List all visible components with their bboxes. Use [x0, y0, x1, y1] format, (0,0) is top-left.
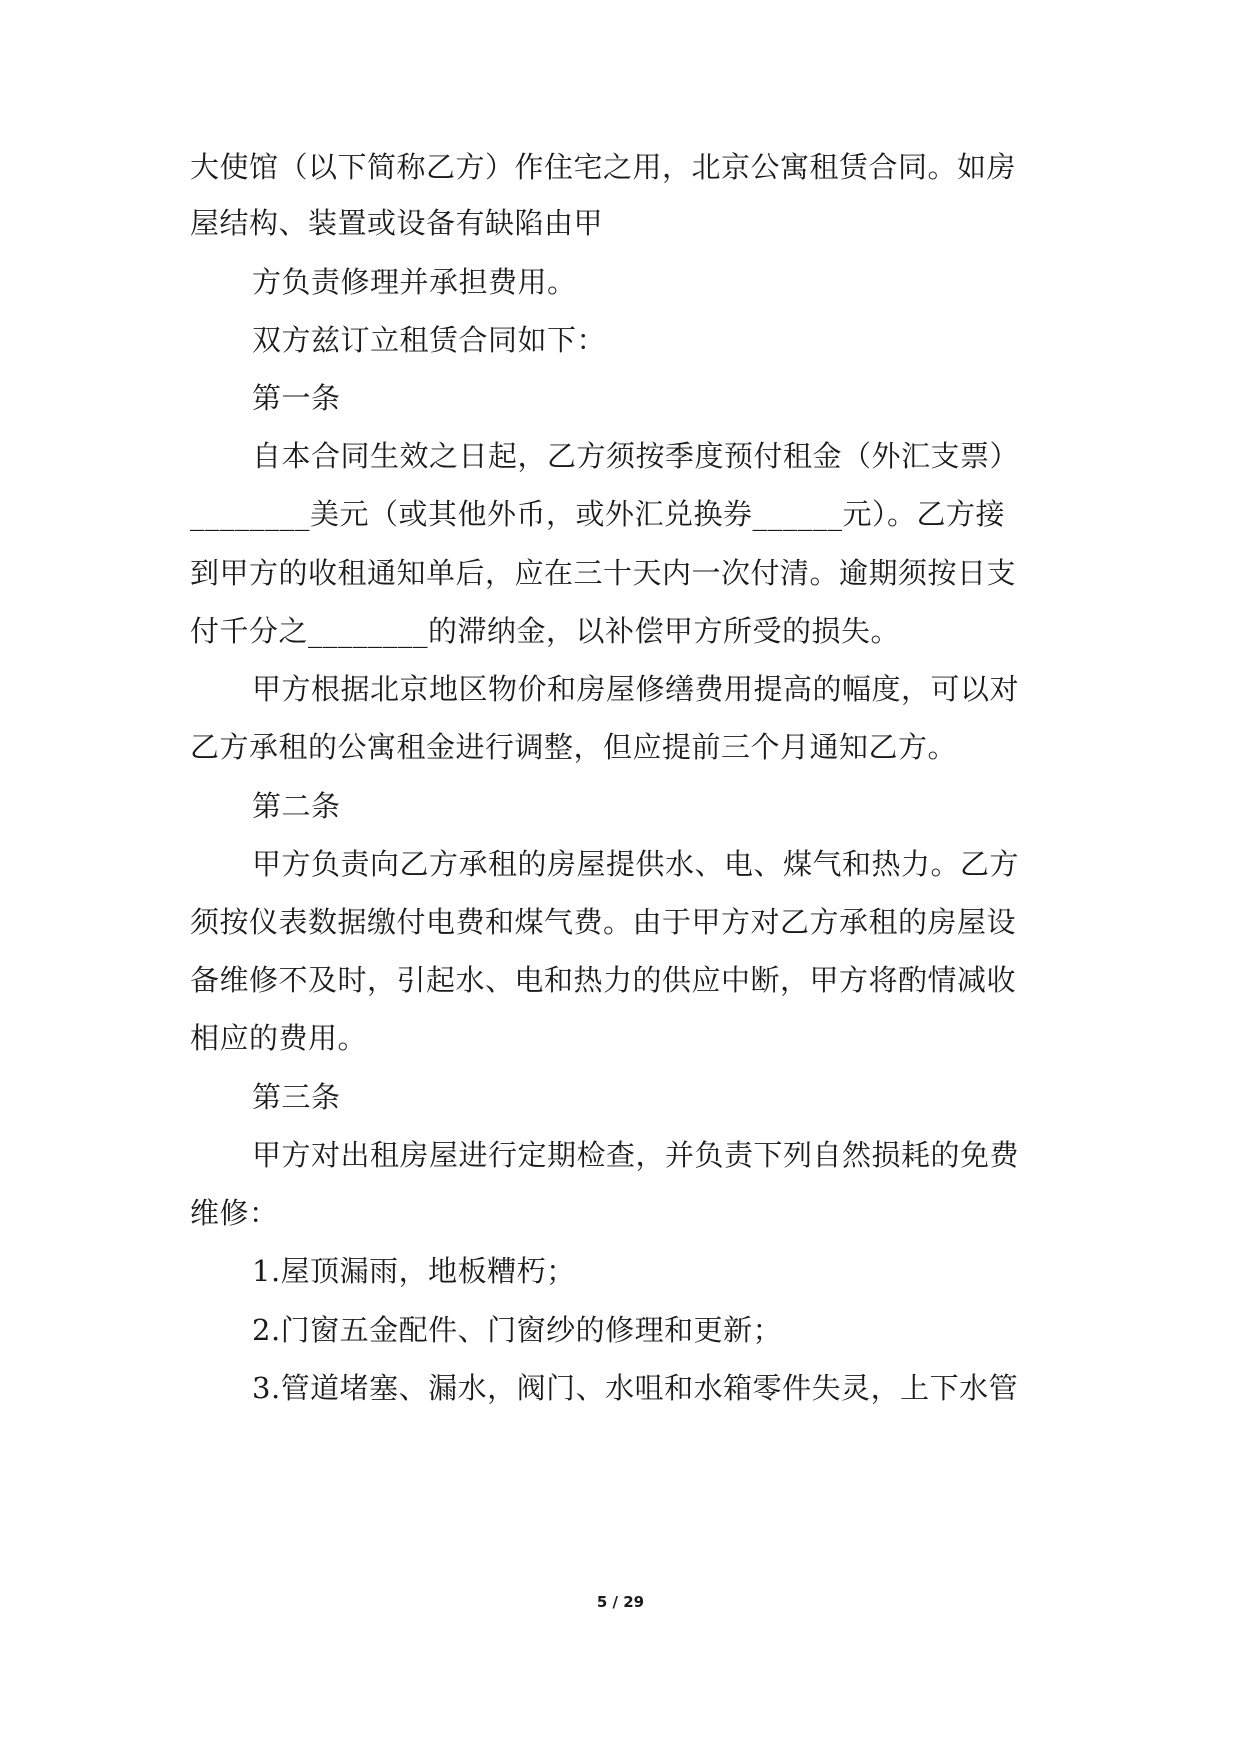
body-text-line: 方负责修理并承担费用。	[252, 265, 577, 299]
article-heading: 第一条	[252, 381, 341, 415]
list-item: 2.门窗五金配件、门窗纱的修理和更新；	[252, 1313, 783, 1347]
body-text-line: 付千分之________的滞纳金，以补偿甲方所受的损失。	[190, 614, 901, 648]
body-text-line: 甲方对出租房屋进行定期检查，并负责下列自然损耗的免费	[252, 1138, 1020, 1172]
body-text-line: 大使馆（以下简称乙方）作住宅之用，北京公寓租赁合同。如房	[190, 150, 1017, 184]
body-text-line: 双方兹订立租赁合同如下：	[252, 323, 607, 357]
body-text-line: ________美元（或其他外币，或外汇兑换券______元）。乙方接	[190, 497, 1006, 531]
body-text-line: 须按仪表数据缴付电费和煤气费。由于甲方对乙方承租的房屋设	[190, 905, 1017, 939]
list-item: 1.屋顶漏雨，地板糟朽；	[252, 1254, 576, 1288]
body-text-line: 自本合同生效之日起，乙方须按季度预付租金（外汇支票）	[252, 439, 1020, 473]
body-text-line: 屋结构、装置或设备有缺陷由甲	[190, 206, 604, 240]
article-heading: 第三条	[252, 1080, 341, 1114]
body-text-line: 到甲方的收租通知单后，应在三十天内一次付清。逾期须按日支	[190, 556, 1017, 590]
body-text-line: 备维修不及时，引起水、电和热力的供应中断，甲方将酌情减收	[190, 963, 1017, 997]
body-text-line: 维修：	[190, 1196, 279, 1230]
body-text-line: 甲方负责向乙方承租的房屋提供水、电、煤气和热力。乙方	[252, 847, 1020, 881]
list-item: 3.管道堵塞、漏水，阀门、水咀和水箱零件失灵，上下水管	[252, 1371, 1019, 1405]
body-text-line: 甲方根据北京地区物价和房屋修缮费用提高的幅度，可以对	[252, 672, 1020, 706]
page-number: 5 / 29	[596, 1593, 645, 1611]
article-heading: 第二条	[252, 789, 341, 823]
body-text-line: 乙方承租的公寓租金进行调整，但应提前三个月通知乙方。	[190, 730, 958, 764]
body-text-line: 相应的费用。	[190, 1021, 368, 1055]
